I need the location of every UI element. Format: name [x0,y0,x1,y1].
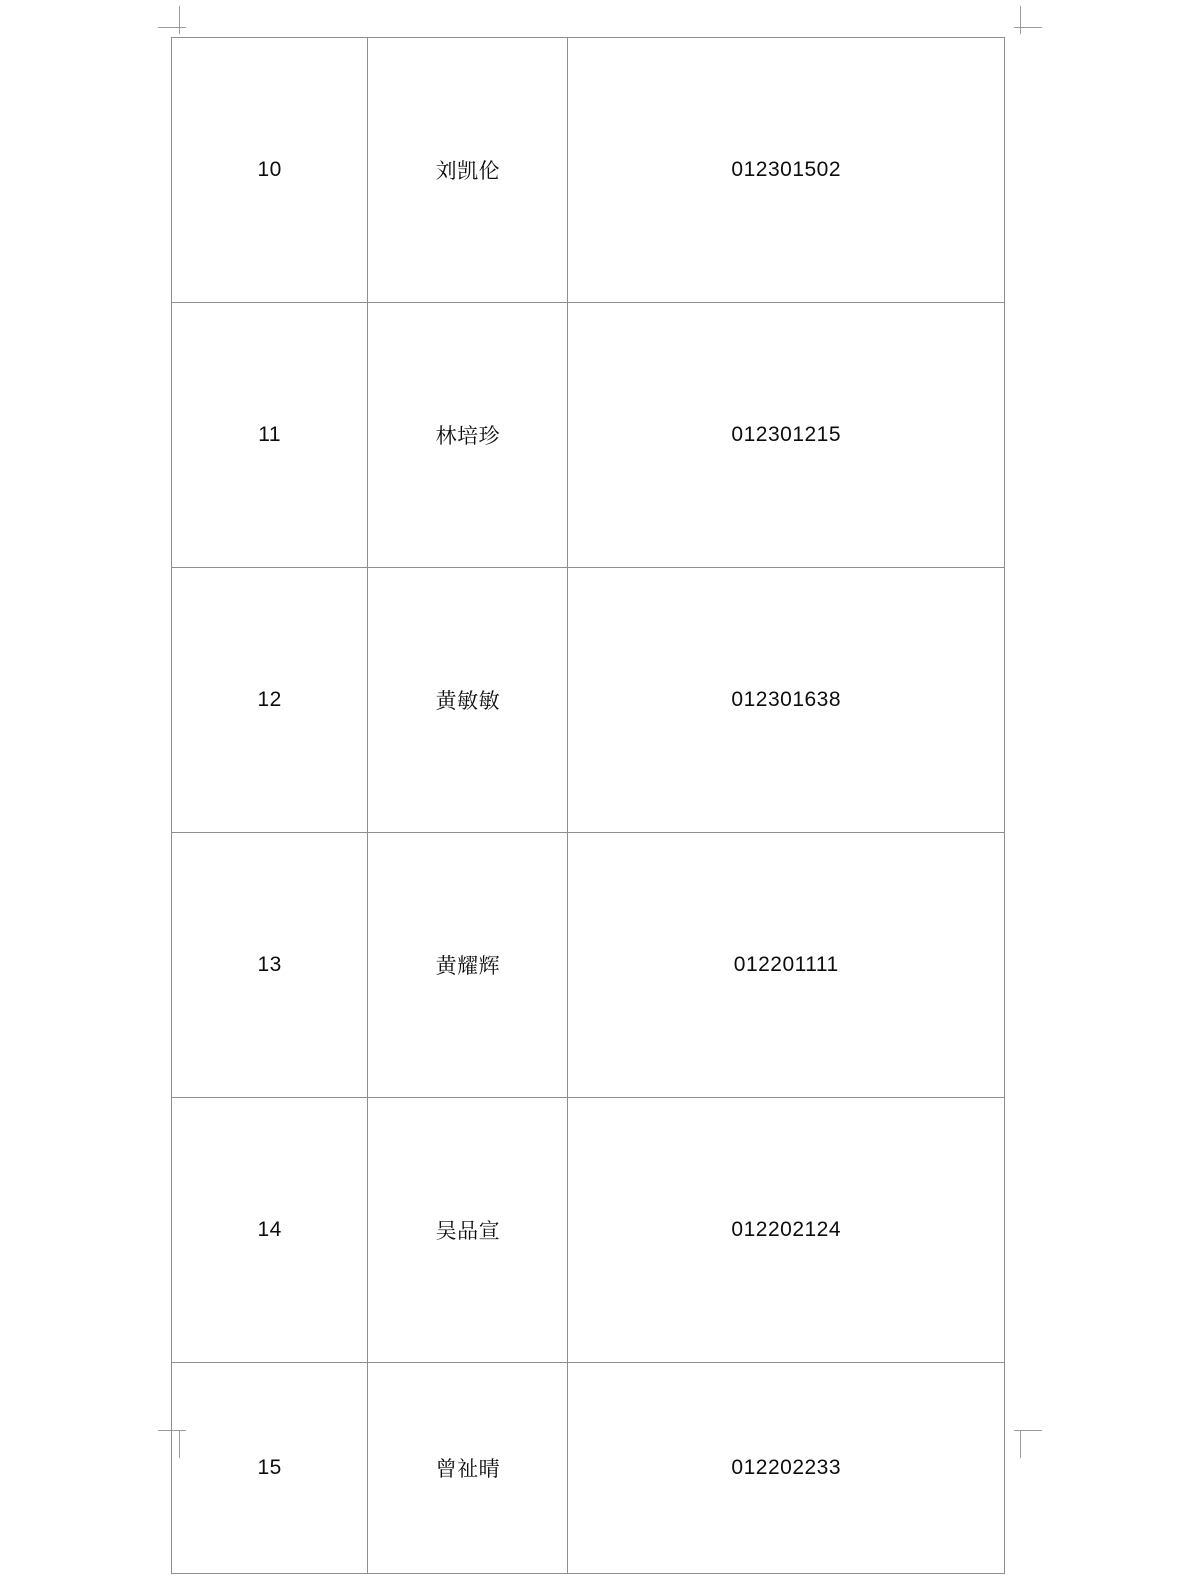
table-row [172,568,1005,833]
table-cell-id: 012201111 [568,833,1005,1098]
table-cell-name: 曾祉晴 [368,1363,568,1574]
table-cell-index: 14 [172,1098,368,1363]
table-cell-index: 11 [172,303,368,568]
crop-mark-top-left-icon [158,6,186,34]
table-cell-id: 012202233 [568,1363,1005,1574]
page-bottom-clip [0,1574,1200,1584]
table-cell-id: 012301638 [568,568,1005,833]
table-cell-index: 13 [172,833,368,1098]
table-cell-name: 刘凯伦 [368,38,568,303]
table-row [172,303,1005,568]
table-cell-index: 10 [172,38,368,303]
table-cell-name: 吴品宣 [368,1098,568,1363]
table-row [172,833,1005,1098]
table-row [172,38,1005,303]
table-cell-id: 012301215 [568,303,1005,568]
table-cell-index: 15 [172,1363,368,1574]
student-roster-table [171,37,1005,1574]
table-cell-name: 黄耀辉 [368,833,568,1098]
crop-mark-top-right-icon [1014,6,1042,34]
table-cell-index: 12 [172,568,368,833]
table-cell-id: 012301502 [568,38,1005,303]
table-cell-name: 黄敏敏 [368,568,568,833]
table-cell-name: 林培珍 [368,303,568,568]
crop-mark-bottom-right-icon [1014,1424,1042,1452]
table-cell-id: 012202124 [568,1098,1005,1363]
table-row [172,1098,1005,1363]
table-row [172,1363,1005,1574]
